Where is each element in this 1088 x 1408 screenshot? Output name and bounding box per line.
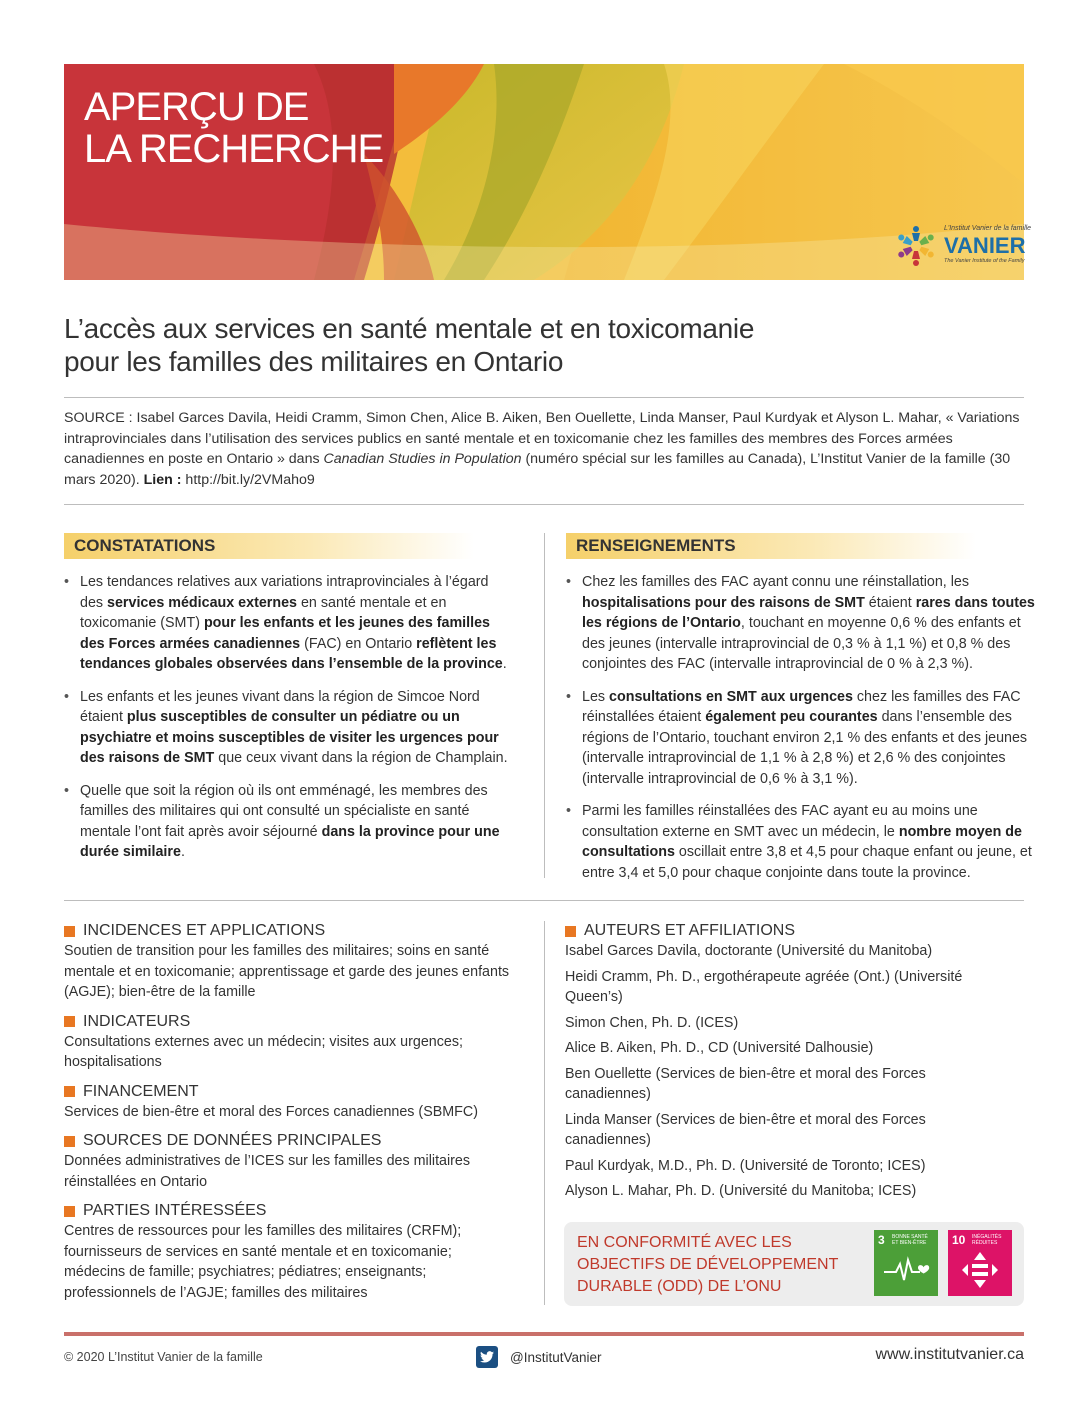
orange-square-icon — [64, 1136, 75, 1147]
divider — [64, 900, 1024, 901]
info-heading: INDICATEURS — [83, 1012, 191, 1030]
title-line1: L’accès aux services en santé mentale et en toxicomanie — [64, 313, 755, 344]
logo-sub-text: The Vanier Institute of the Family — [944, 258, 1025, 264]
author-item: Linda Manser (Services de bien-être et moral des Forces canadiennes) — [565, 1111, 926, 1148]
renseignements-list — [566, 572, 1036, 895]
footer-bar — [64, 1332, 1024, 1336]
logo-top-text: L'Institut Vanier de la famille — [944, 225, 1032, 232]
info-block-financement — [64, 1082, 514, 1123]
journal-name: Canadian Studies in Population — [323, 451, 522, 467]
sdg-number: 10 — [952, 1233, 966, 1247]
list-item: • Les enfants et les jeunes vivant dans la région de Simcoe Nord étaient plus susceptibles de consulter un pédiatre ou un psychiatre et moins susceptibles de visiter les urgences pour des raisons de SMT que ceux vivant dans la région de Champlain. — [64, 687, 510, 769]
info-heading: FINANCEMENT — [83, 1082, 199, 1100]
info-text: Soutien de transition pour les familles des militaires; soins en santé mentale et en toxicomanie; apprentissage et garde des jeunes enfants (AGJE); bien-être de la famille — [64, 943, 510, 1000]
section-heading-renseignements: RENSEIGNEMENTS — [566, 533, 976, 559]
info-heading: SOURCES DE DONNÉES PRINCIPALES — [83, 1132, 382, 1149]
author-item: Ben Ouellette (Services de bien-être et moral des Forces canadiennes) — [565, 1065, 926, 1102]
authors-heading: AUTEURS ET AFFILIATIONS — [584, 922, 795, 939]
banner — [64, 64, 1024, 280]
document-title — [64, 312, 1024, 378]
link-label: Lien : — [143, 471, 182, 488]
website-link[interactable]: www.institutvanier.ca — [875, 1346, 1024, 1363]
banner-title-line2: LA RECHERCHE — [84, 127, 384, 171]
copyright: © 2020 L’Institut Vanier de la famille — [64, 1350, 263, 1364]
info-blocks — [64, 921, 514, 1312]
orange-square-icon — [64, 1086, 75, 1097]
author-item: Alyson L. Mahar, Ph. D. (Université du Manitoba; ICES) — [565, 1183, 917, 1199]
sdg-3-tile[interactable] — [874, 1230, 938, 1296]
logo-name: VANIER — [944, 233, 1026, 258]
orange-square-icon — [64, 1016, 75, 1027]
list-item: • Les consultations en SMT aux urgences chez les familles des FAC réinstallées étaient également peu courantes dans l’ensemble des régions de l’Ontario, touchant environ 2,1 % des enfants et des jeunes (intervalle intraprovincial de 1,1 % à 2,8 %) et 2,6 % des conjointes (intervalle intraprovincial de 0,6 % à 3,1 %). — [566, 687, 1036, 790]
author-item: Simon Chen, Ph. D. (ICES) — [565, 1014, 739, 1031]
heartbeat-icon — [874, 1230, 938, 1296]
sdg-label: BONNE SANTÉ ET BIEN-ÊTRE — [892, 1234, 928, 1246]
title-line2: pour les familles des militaires en Ontario — [64, 346, 564, 377]
banner-title-line1: APERÇU DE — [84, 85, 309, 129]
author-item: Paul Kurdyak, M.D., Ph. D. (Université de Toronto; ICES) — [565, 1157, 926, 1174]
constatations-list — [64, 572, 510, 875]
info-heading: INCIDENCES ET APPLICATIONS — [83, 922, 326, 939]
sdg-number: 3 — [878, 1233, 885, 1247]
source-citation — [64, 408, 1024, 490]
authors-block — [565, 921, 985, 1207]
info-block-sources — [64, 1131, 514, 1192]
sdg-box — [564, 1222, 1024, 1306]
list-item: • Les tendances relatives aux variations intraprovinciales à l’égard des services médicaux externes en santé mentale et en toxicomanie (SMT) pour les enfants et les jeunes des familles des Forces armées canadiennes (FAC) en Ontario reflètent les tendances globales observées dans l’ensemble de la province. — [64, 572, 510, 675]
source-link[interactable]: http://bit.ly/2VMaho9 — [181, 471, 315, 488]
column-divider — [544, 533, 545, 878]
sdg-text: EN CONFORMITÉ AVEC LES OBJECTIFS DE DÉVELOPPEMENT DURABLE (ODD) DE L’ONU — [577, 1234, 839, 1295]
reduced-inequalities-icon — [948, 1230, 1012, 1296]
list-item: • Chez les familles des FAC ayant connu une réinstallation, les hospitalisations pour des raisons de SMT étaient rares dans toutes les régions de l’Ontario, touchant en moyenne 0,6 % des enfants et des jeunes (intervalle intraprovincial de 0,3 % à 1,1 %) et 0,8 % des conjointes des FAC (intervalle intraprovincial de 0 % à 2,3 %). — [566, 572, 1036, 675]
snowflake-people-icon — [892, 222, 940, 270]
list-item: • Parmi les familles réinstallées des FAC ayant eu au moins une consultation externe en SMT avec un médecin, le nombre moyen de consultations oscillait entre 3,8 et 4,5 pour chaque enfant ou jeune, et entre 3,4 et 5,0 pour chaque conjointe dans toute la province. — [566, 801, 1036, 883]
vanier-logo — [892, 222, 1032, 270]
source-text-2: (numéro spécial sur les familles au Canada), L’Institut Vanier de la famille (30 mars 2020). — [64, 451, 1011, 488]
sdg-label: INÉGALITÉS RÉDUITES — [972, 1234, 1002, 1246]
orange-square-icon — [64, 926, 75, 937]
sdg-10-tile[interactable] — [948, 1230, 1012, 1296]
divider — [64, 397, 1024, 398]
orange-square-icon — [64, 1206, 75, 1217]
info-text: Centres de ressources pour les familles des militaires (CRFM); fournisseurs de services en santé mentale et en toxicomanie; médecins de famille; psychiatres; pédiatres; enseignants; professionnels de l’AGJE; familles des militaires — [64, 1223, 462, 1301]
info-block-indicateurs — [64, 1012, 514, 1073]
info-text: Consultations externes avec un médecin; visites aux urgences; hospitalisations — [64, 1033, 463, 1070]
section-heading-constatations: CONSTATATIONS — [64, 533, 474, 559]
info-heading: PARTIES INTÉRESSÉES — [83, 1202, 267, 1219]
author-item: Isabel Garces Davila, doctorante (Université du Manitoba) — [565, 943, 933, 959]
twitter-icon — [476, 1346, 498, 1368]
info-block-incidences — [64, 921, 514, 1003]
list-item: • Quelle que soit la région où ils ont emménagé, les membres des familles des militaires qui ont consulté un spécialiste en santé mentale l’ont fait après avoir séjourné dans la province pour une durée similaire. — [64, 781, 510, 863]
author-item: Alice B. Aiken, Ph. D., CD (Université Dalhousie) — [565, 1040, 874, 1056]
twitter-handle: @InstitutVanier — [510, 1349, 602, 1365]
banner-title — [84, 86, 383, 170]
twitter-link[interactable] — [476, 1346, 602, 1368]
divider — [64, 504, 1024, 505]
info-block-parties — [64, 1201, 514, 1303]
info-text: Données administratives de l’ICES sur les familles des militaires réinstallées en Ontario — [64, 1153, 471, 1190]
column-divider — [544, 921, 545, 1305]
source-text: SOURCE : Isabel Garces Davila, Heidi Cramm, Simon Chen, Alice B. Aiken, Ben Ouellette, Linda Manser, Paul Kurdyak et Alyson L. Mahar, « Variations intraprovinciales dans l’utilisation des services publics en santé mentale et en toxicomanie chez les familles des membres des Forces armées canadiennes en poste en Ontario » dans — [64, 410, 1020, 467]
author-item: Heidi Cramm, Ph. D., ergothérapeute agréée (Ont.) (Université Queen’s) — [565, 968, 963, 1005]
orange-square-icon — [565, 926, 576, 937]
info-text: Services de bien-être et moral des Forces canadiennes (SBMFC) — [64, 1103, 478, 1120]
